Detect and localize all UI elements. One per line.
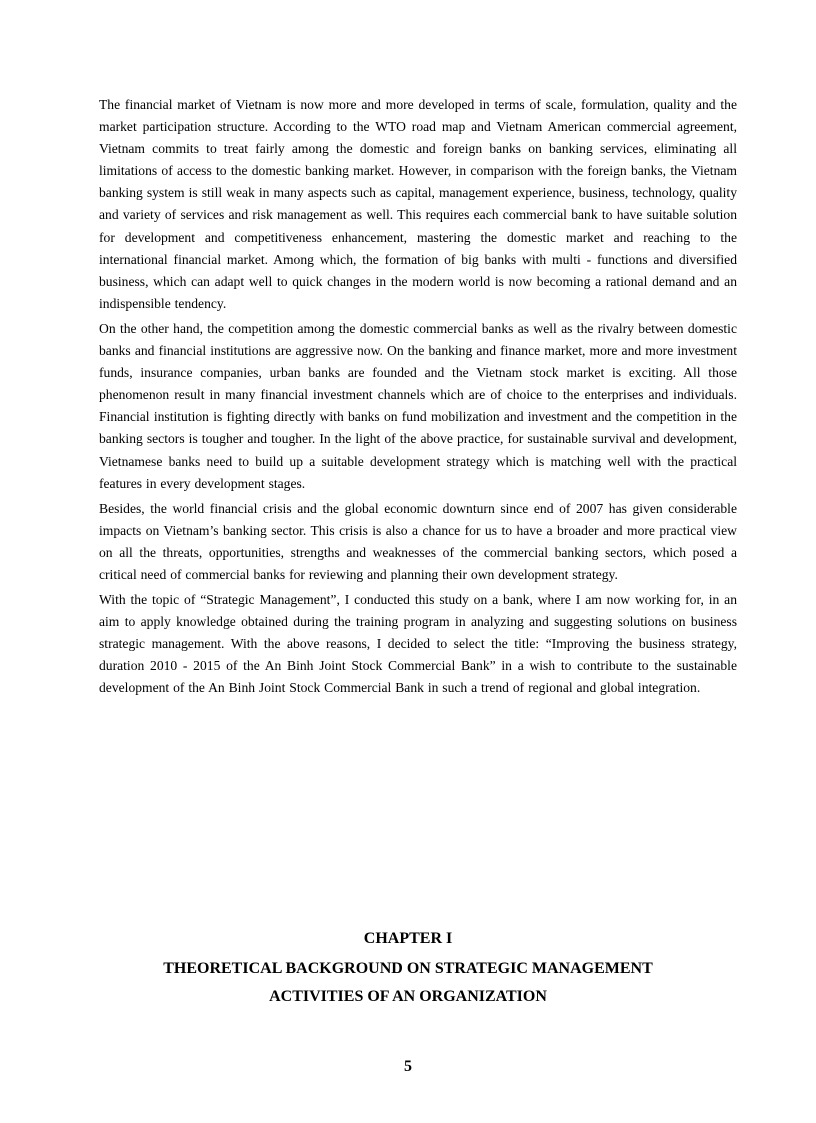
body-text — [99, 94, 737, 703]
paragraph-financial-market: The financial market of Vietnam is now more and more developed in terms of scale, formulation, quality and the market participation structure. According to the WTO road map and Vietnam American commercial agreement, Vietnam commits to treat fairly among the domestic and foreign banks on banking services, eliminating all limitations of access to the domestic banking market. However, in comparison with the foreign banks, the Vietnam banking system is still weak in many aspects such as capital, management experience, business, technology, quality and variety of services and risk management as well. This requires each commercial bank to have suitable solution for development and competitiveness enhancement, mastering the domestic market and reaching to the international financial market. Among which, the formation of big banks with multi - functions and diversified business, which can adapt well to quick changes in the modern world is now becoming a rational demand and an indispensible tendency. — [99, 97, 737, 311]
paragraph-study-topic: With the topic of “Strategic Management”, I conducted this study on a bank, where I am now working for, in an aim to apply knowledge obtained during the training program in analyzing and suggesting solutions on business strategic management. With the above reasons, I decided to select the title: “Improving the business strategy, duration 2010 - 2015 of the An Binh Joint Stock Commercial Bank” in a wish to contribute to the sustainable development of the An Binh Joint Stock Commercial Bank in such a trend of regional and global integration. — [99, 592, 737, 696]
chapter-label: CHAPTER I — [363, 930, 453, 947]
chapter-title — [0, 955, 816, 1011]
page-number: 5 — [404, 1058, 412, 1075]
chapter-title-line-2: ACTIVITIES OF AN ORGANIZATION — [269, 988, 547, 1005]
paragraph-financial-crisis: Besides, the world financial crisis and the global economic downturn since end of 2007 has given considerable impacts on Vietnam’s banking sector. This crisis is also a chance for us to have a broader and more practical view on all the threats, opportunities, strengths and weaknesses of the commercial banking sectors, which posed a critical need of commercial banks for reviewing and planning their own development strategy. — [99, 500, 737, 582]
paragraph-competition: On the other hand, the competition among the domestic commercial banks as well as the rivalry between domestic banks and financial institutions are aggressive now. On the banking and finance market, more and more investment funds, insurance companies, urban banks are founded and the Vietnam stock market is exciting. All those phenomenon result in many financial investment channels which are of choice to the enterprises and individuals. Financial institution is fighting directly with banks on fund mobilization and investment and the competition in the banking sectors is tougher and tougher. In the light of the above practice, for sustainable survival and development, Vietnamese banks need to build up a suitable development strategy which is matching well with the practical features in every development stages. — [99, 320, 737, 491]
chapter-title-line-1: THEORETICAL BACKGROUND ON STRATEGIC MANAGEMENT — [163, 960, 653, 977]
